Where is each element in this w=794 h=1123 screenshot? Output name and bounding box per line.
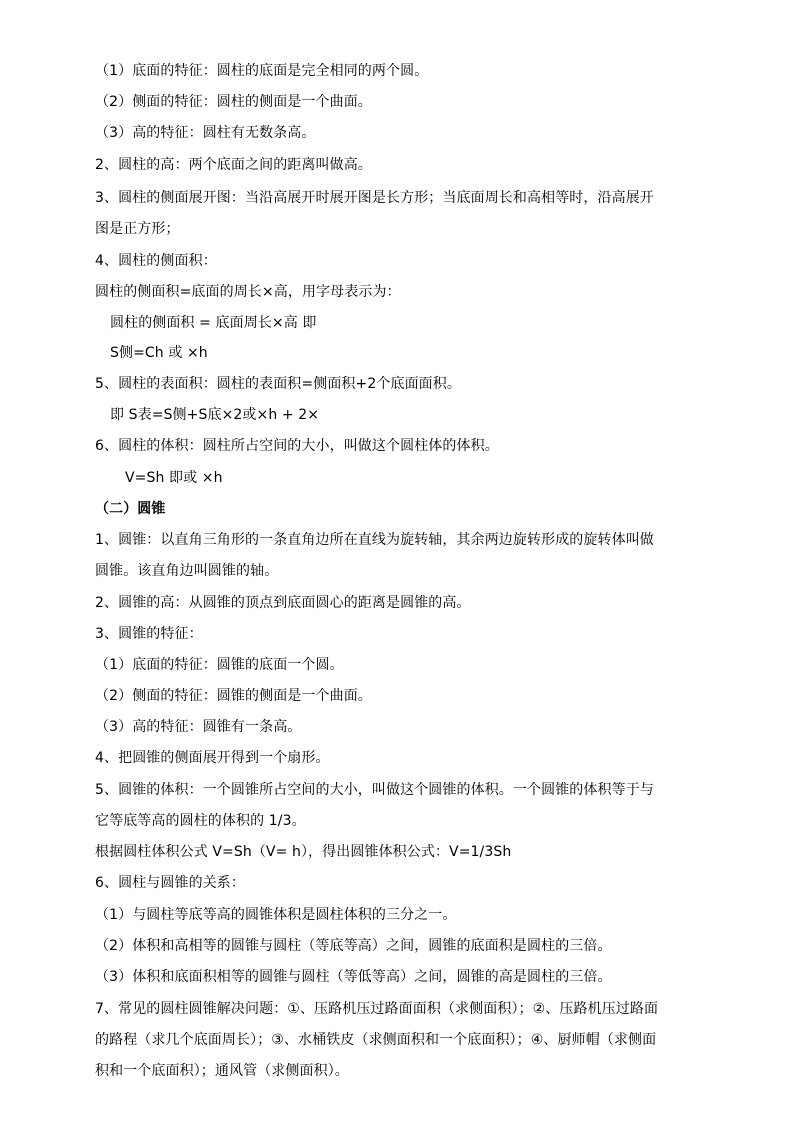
text-line: （1）底面的特征：圆柱的底面是完全相同的两个圆。 (95, 63, 429, 79)
text-line: （3）体积和底面积相等的圆锥与圆柱（等低等高）之间，圆锥的高是圆柱的三倍。 (95, 969, 612, 985)
text-line: 它等底等高的圆柱的体积的 1/3。 (95, 813, 306, 829)
text-line: V=Sh 即或 ×h (125, 470, 223, 486)
text-line: 图是正方形； (95, 221, 180, 237)
text-line: 7、常见的圆柱圆锥解决问题：①、压路机压过路面面积（求侧面积）；②、压路机压过路面 (95, 1001, 659, 1017)
text-line: 圆柱的侧面积 = 底面周长×高 即 (110, 315, 317, 331)
text-line: （2）侧面的特征：圆柱的侧面是一个曲面。 (95, 94, 372, 110)
text-line: （1）与圆柱等底等高的圆锥体积是圆柱体积的三分之一。 (95, 907, 457, 923)
text-line: 2、圆锥的高：从圆锥的顶点到底面圆心的距离是圆锥的高。 (95, 595, 471, 611)
text-line: 3、圆柱的侧面展开图：当沿高展开时展开图是长方形；当底面周长和高相等时，沿高展开 (95, 190, 654, 206)
text-line: 3、圆锥的特征： (95, 626, 203, 642)
section-heading: （二）圆锥 (95, 501, 166, 517)
text-line: 圆锥。该直角边叫圆锥的轴。 (95, 563, 279, 579)
text-line: 根据圆柱体积公式 V=Sh（V= h），得出圆锥体积公式：V=1/3Sh (95, 844, 512, 860)
text-line: 4、把圆锥的侧面展开得到一个扇形。 (95, 750, 330, 766)
text-line: 圆柱的侧面积=底面的周长×高，用字母表示为： (95, 284, 401, 300)
text-line: 5、圆柱的表面积：圆柱的表面积=侧面积+2个底面面积。 (95, 376, 461, 392)
text-line: 积和一个底面积）；通风管（求侧面积）。 (95, 1063, 349, 1079)
text-line: 1、圆锥：以直角三角形的一条直角边所在直线为旋转轴，其余两边旋转形成的旋转体叫做 (95, 532, 654, 548)
text-line: 5、圆锥的体积：一个圆锥所占空间的大小，叫做这个圆锥的体积。一个圆锥的体积等于与 (95, 782, 654, 798)
text-line: （1）底面的特征：圆锥的底面一个圆。 (95, 657, 344, 673)
text-line: 6、圆柱与圆锥的关系： (95, 875, 246, 891)
text-line: 6、圆柱的体积：圆柱所占空间的大小，叫做这个圆柱体的体积。 (95, 438, 499, 454)
text-line: S侧=Ch 或 ×h (110, 345, 208, 361)
text-line: 即 S表=S侧+S底×2或×h + 2× (110, 407, 320, 423)
text-line: 的路程（求几个底面周长）；③、水桶铁皮（求侧面积和一个底面积）；④、厨师帽（求侧面 (95, 1032, 657, 1048)
text-line: （2）体积和高相等的圆锥与圆柱（等底等高）之间，圆锥的底面积是圆柱的三倍。 (95, 938, 612, 954)
text-line: 4、圆柱的侧面积： (95, 253, 217, 269)
text-line: （2）侧面的特征：圆锥的侧面是一个曲面。 (95, 688, 372, 704)
text-line: 2、圆柱的高：两个底面之间的距离叫做高。 (95, 157, 372, 173)
text-line: （3）高的特征：圆锥有一条高。 (95, 719, 302, 735)
text-line: （3）高的特征：圆柱有无数条高。 (95, 125, 316, 141)
